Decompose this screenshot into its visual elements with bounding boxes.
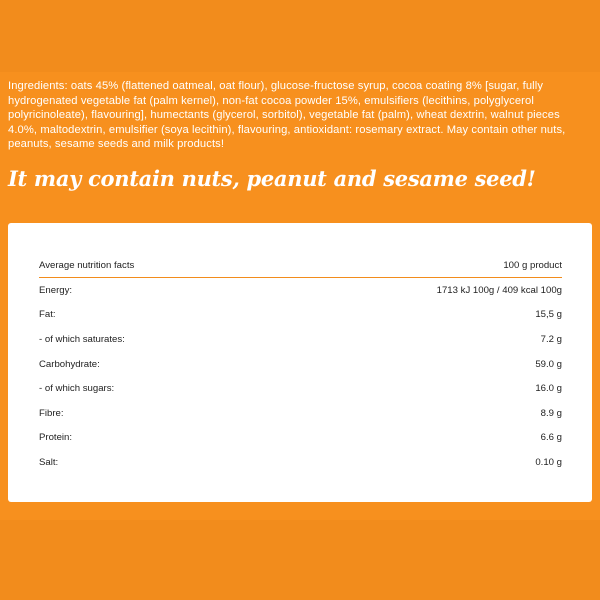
nutrition-header-label: Average nutrition facts xyxy=(39,259,135,271)
nutrition-row-label: - of which saturates: xyxy=(39,333,125,345)
allergen-warning: It may contain nuts, peanut and sesame seed! xyxy=(8,166,536,191)
nutrition-row-value: 7.2 g xyxy=(540,333,562,345)
nutrition-row-salt xyxy=(39,450,562,475)
nutrition-row-value: 1713 kJ 100g / 409 kcal 100g xyxy=(436,284,562,296)
nutrition-row-value: 15,5 g xyxy=(535,309,562,321)
nutrition-row-fibre xyxy=(39,401,562,426)
nutrition-row-value: 6.6 g xyxy=(540,432,562,444)
nutrition-row-value: 59.0 g xyxy=(535,358,562,370)
nutrition-row-label: Energy: xyxy=(39,284,73,296)
nutrition-row-value: 16.0 g xyxy=(535,383,562,395)
nutrition-row-value: 8.9 g xyxy=(540,407,562,419)
ingredients-text: Ingredients: oats 45% (flattened oatmeal, oat flour), glucose-fructose syrup, cocoa coating 8% [sugar, fully hydrogenated vegetable fat (palm kernel), non-fat cocoa powder 15%, emulsifiers (lecithins, polyglycerol polyricinoleate), flavouring], humectants (glycerol, sorbitol), vegetable fat (palm), wheat dextrin, walnut pieces 4.0%, maltodextrin, emulsifier (soya lecithin), flavouring, antioxidant: rosemary extract. May contain other nuts, peanuts, sesame seeds and milk products! xyxy=(8,80,566,151)
nutrition-row-label: Protein: xyxy=(39,432,73,444)
nutrition-row-saturates xyxy=(39,327,562,352)
nutrition-row-label: Salt: xyxy=(39,456,59,468)
nutrition-table xyxy=(39,253,562,475)
nutrition-row-value: 0.10 g xyxy=(535,456,562,468)
nutrition-row-label: Carbohydrate: xyxy=(39,358,100,370)
nutrition-row-sugars xyxy=(39,376,562,401)
nutrition-row-fat xyxy=(39,303,562,328)
nutrition-row-carbohydrate xyxy=(39,352,562,377)
top-band xyxy=(0,0,600,72)
nutrition-header-value: 100 g product xyxy=(503,259,562,271)
nutrition-row-energy xyxy=(39,278,562,303)
nutrition-card xyxy=(8,223,592,502)
nutrition-row-protein xyxy=(39,426,562,451)
bottom-band xyxy=(0,520,600,600)
nutrition-row-label: Fibre: xyxy=(39,407,64,419)
nutrition-row-label: - of which sugars: xyxy=(39,383,115,395)
nutrition-header-row xyxy=(39,253,562,278)
nutrition-row-label: Fat: xyxy=(39,309,56,321)
